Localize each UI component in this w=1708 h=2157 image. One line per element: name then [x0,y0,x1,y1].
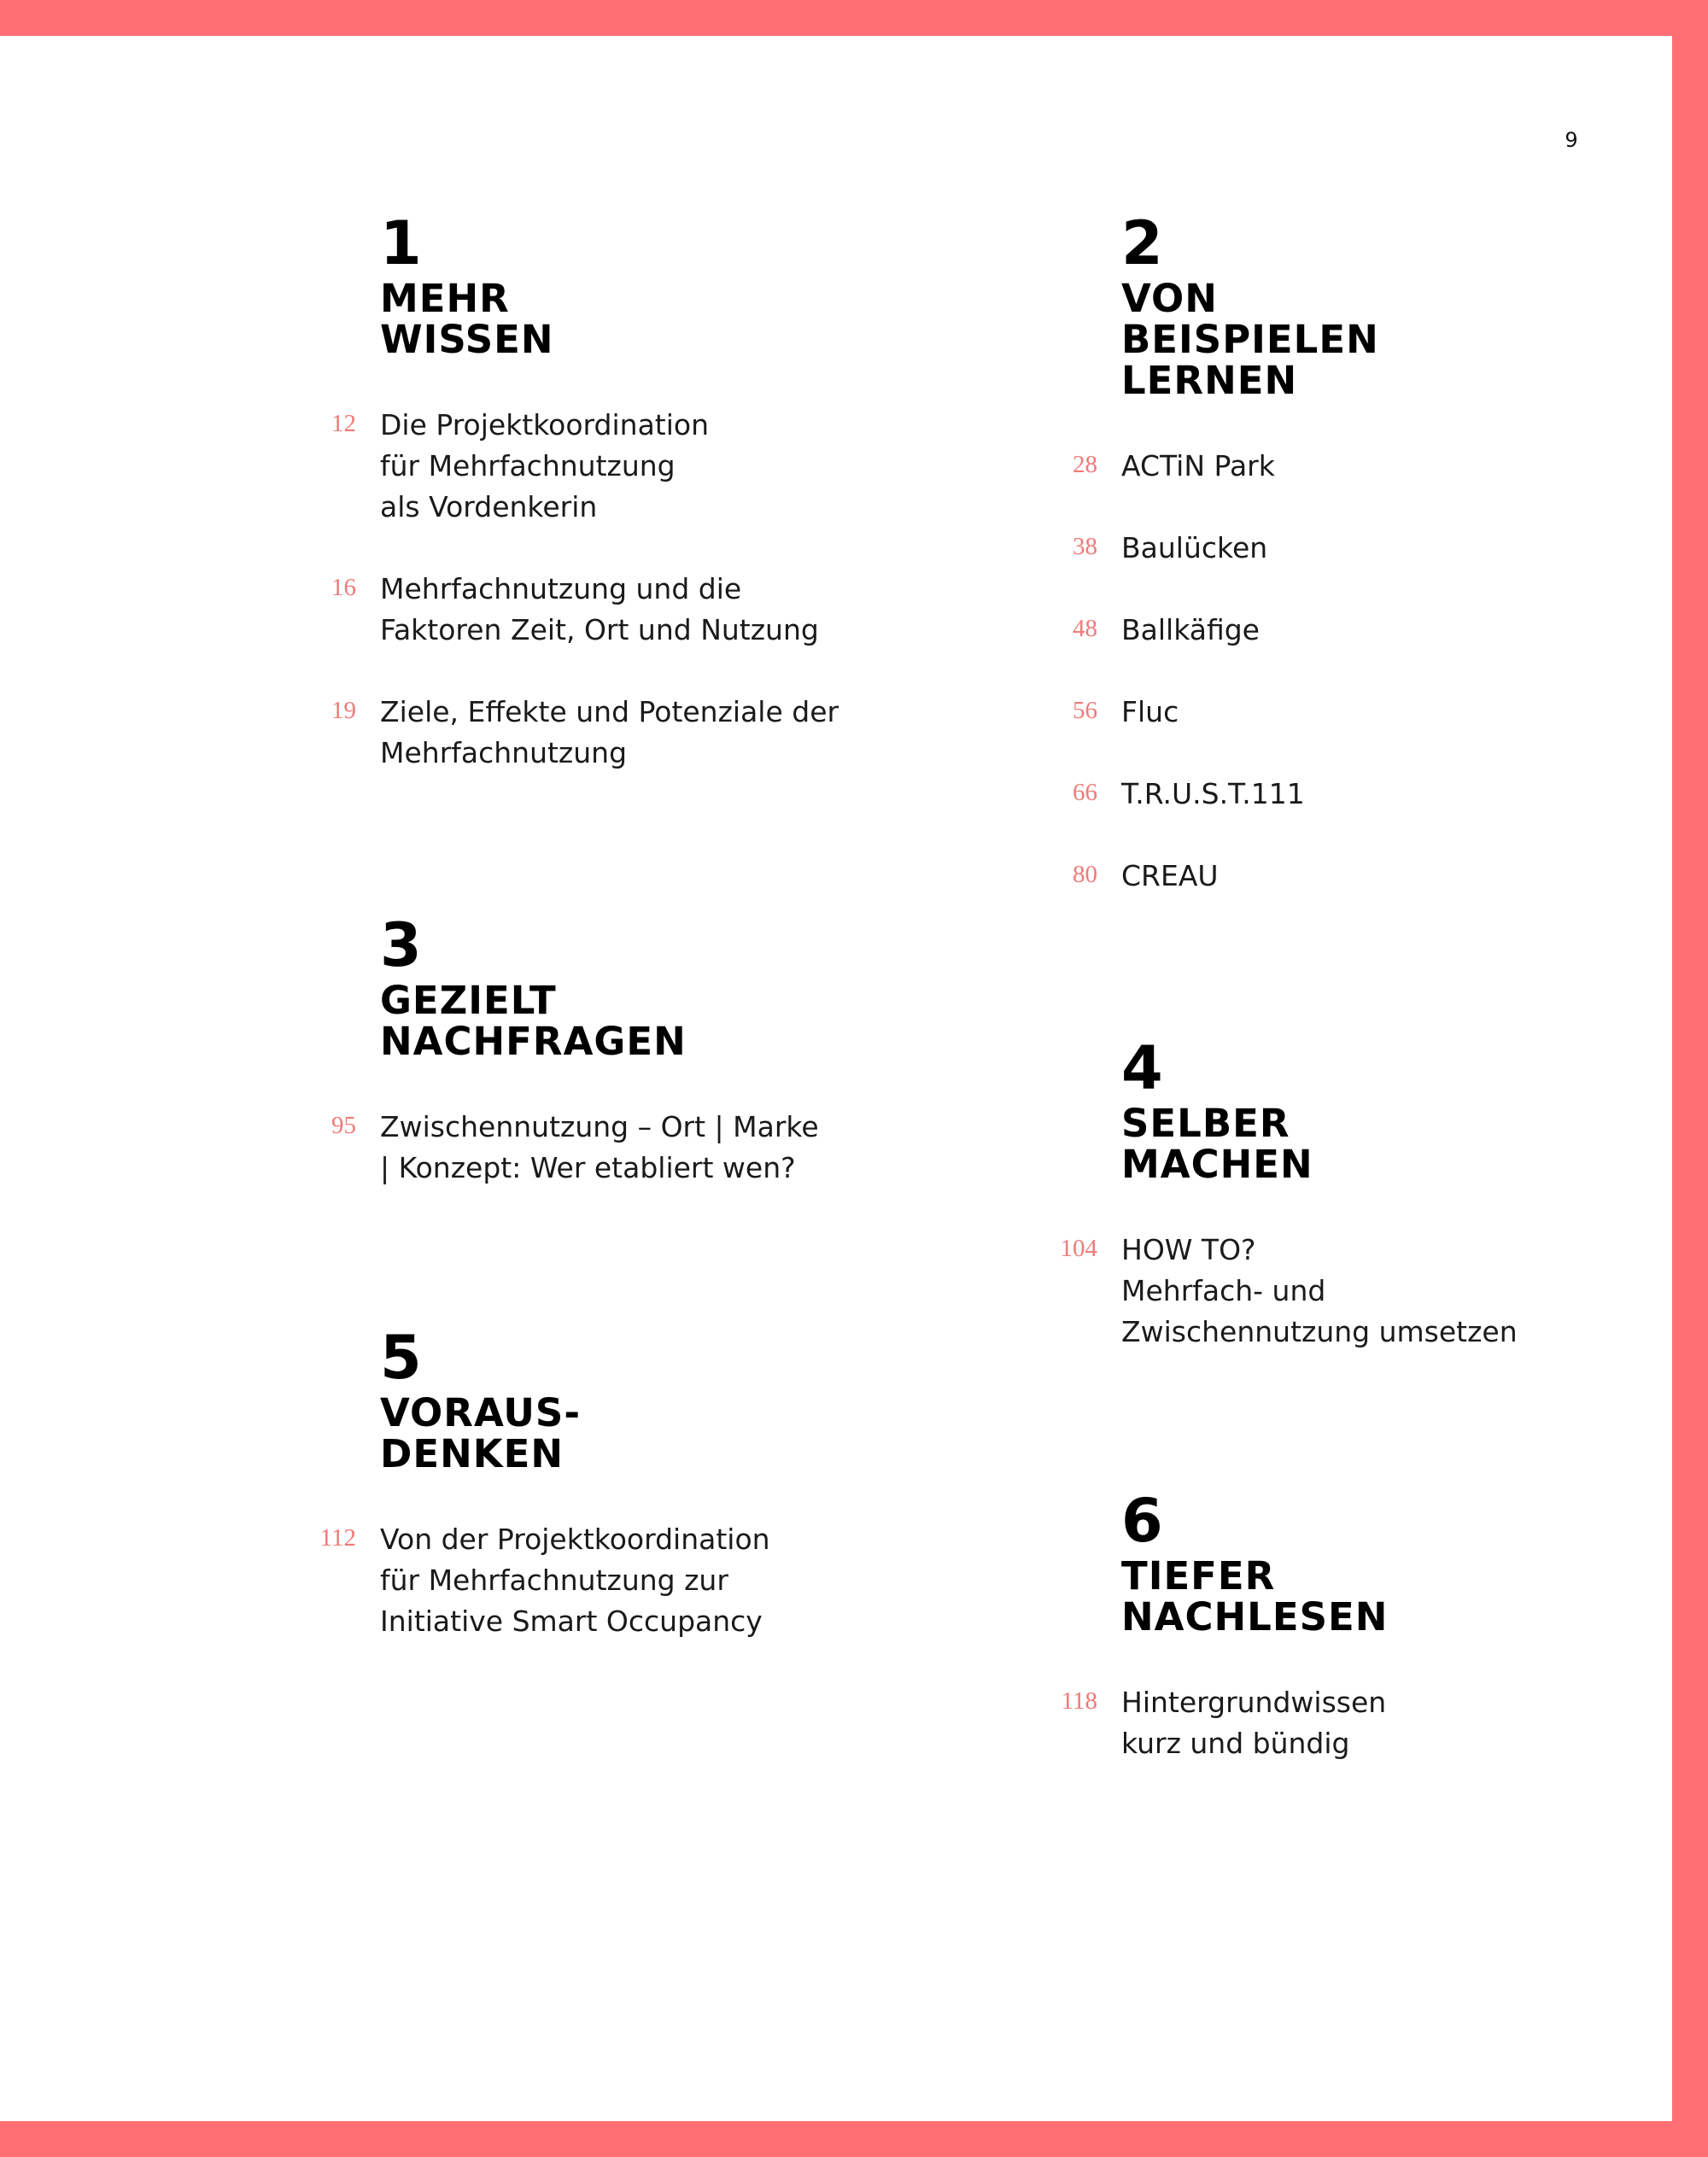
toc-entry-line: Die Projektkoordination [380,408,710,441]
toc-entry-line: Initiative Smart Occupancy [380,1605,763,1638]
toc-entry-list [331,1107,927,1189]
toc-entry[interactable] [331,1107,927,1189]
toc-entry-text [380,1519,927,1642]
toc-page-number: 80 [1073,861,1097,888]
toc-entry-line: | Konzept: Wer etabliert wen? [380,1151,796,1184]
chapter-title [380,1390,927,1476]
chapter-6 [1061,1486,1668,1805]
page-number: 9 [1565,128,1578,152]
chapter-number: 3 [380,910,422,980]
chapter-title [380,278,927,360]
toc-entry[interactable] [1073,528,1668,569]
chapter-title-line: VORAUS- [380,1390,582,1435]
toc-entry-text [1121,692,1668,733]
toc-entry-line: Baulücken [1121,531,1268,564]
toc-entry[interactable] [331,405,927,528]
toc-entry-text [380,1107,927,1189]
chapter-title [380,980,927,1062]
toc-page-number: 118 [1061,1687,1097,1715]
toc-page-number: 38 [1073,533,1097,560]
toc-entry-list [1061,1682,1668,1764]
chapter-3 [331,910,927,1230]
toc-entry-line: für Mehrfachnutzung [380,449,676,482]
toc-page-number: 16 [331,574,356,601]
toc-page-number: 112 [319,1524,356,1552]
toc-entry[interactable] [1073,610,1668,651]
toc-entry-text [1121,528,1668,569]
toc-entry-list [319,1519,927,1642]
toc-entry-line: HOW TO? [1121,1233,1256,1266]
chapter-1 [331,208,927,815]
toc-entry[interactable] [331,569,927,651]
toc-entry-line: T.R.U.S.T.111 [1121,777,1305,810]
toc-entry-line: Mehrfachnutzung [380,736,628,769]
toc-entry-text [380,569,927,651]
toc-entry[interactable] [1061,1682,1668,1764]
chapter-number: 2 [1121,208,1163,278]
chapter-title-line: WISSEN [380,317,554,362]
chapter-title-line: GEZIELT [380,978,557,1023]
toc-page-number: 12 [331,410,356,437]
toc-entry-list [331,405,927,774]
frame-border-right [1672,0,1708,2157]
toc-entry-text [1121,610,1668,651]
toc-entry[interactable] [1073,692,1668,733]
toc-entry-list [1073,446,1668,897]
chapter-number: 4 [1121,1033,1163,1103]
toc-page-number: 28 [1073,451,1097,478]
chapter-title-line: TIEFER [1121,1553,1276,1599]
toc-entry-line: Zwischennutzung – Ort | Marke [380,1110,819,1143]
chapter-number: 6 [1121,1486,1163,1556]
chapter-title-line: NACHLESEN [1121,1594,1389,1640]
toc-entry-text [380,692,927,774]
chapter-number: 5 [380,1323,422,1393]
toc-entry-line: Hintergrundwissen [1121,1686,1387,1719]
toc-entry-line: Fluc [1121,695,1179,728]
toc-entry-text [380,405,927,528]
toc-entry-line: CREAU [1121,859,1219,892]
chapter-title-line: SELBER [1121,1101,1290,1146]
toc-entry[interactable] [319,1519,927,1642]
chapter-2 [1073,208,1668,938]
frame-border-top [0,0,1708,36]
toc-entry-list [1060,1230,1668,1353]
toc-entry-text [1121,1682,1668,1764]
chapter-4 [1060,1033,1668,1394]
toc-entry-text [1121,856,1668,897]
toc-entry-line: Mehrfachnutzung und die [380,572,742,605]
toc-entry[interactable] [1060,1230,1668,1353]
chapter-title-line: MEHR [380,276,510,321]
toc-entry-line: Mehrfach- und [1121,1274,1326,1307]
toc-entry-text [1121,446,1668,487]
toc-entry-line: kurz und bündig [1121,1727,1350,1760]
toc-entry[interactable] [1073,856,1668,897]
chapter-title [1121,1103,1668,1185]
toc-entry-line: Ziele, Effekte und Potenziale der [380,695,839,728]
chapter-number: 1 [380,208,422,278]
chapter-title-line: VON [1121,276,1218,321]
toc-entry[interactable] [1073,446,1668,487]
chapter-title [1121,1553,1668,1640]
toc-entry-line: für Mehrfachnutzung zur [380,1564,728,1597]
toc-page-number: 104 [1060,1235,1097,1262]
toc-entry-line: Von der Projektkoordination [380,1523,770,1556]
toc-entry-line: Ballkäfige [1121,613,1260,646]
toc-entry-line: Zwischennutzung umsetzen [1121,1315,1518,1348]
toc-entry-line: als Vordenkerin [380,490,598,523]
chapter-title [1121,278,1668,401]
chapter-title-line: NACHFRAGEN [380,1019,687,1064]
toc-entry-text [1121,1230,1668,1353]
chapter-title-line: BEISPIELEN [1121,317,1379,362]
toc-entry[interactable] [331,692,927,774]
toc-entry[interactable] [1073,774,1668,815]
toc-entry-text [1121,774,1668,815]
toc-page-number: 66 [1073,779,1097,806]
toc-entry-line: ACTiN Park [1121,449,1275,482]
chapter-title-line: DENKEN [380,1431,564,1476]
frame-border-bottom [0,2121,1708,2157]
toc-entry-line: Faktoren Zeit, Ort und Nutzung [380,613,819,646]
chapter-title-line: LERNEN [1121,358,1298,403]
toc-page-number: 48 [1073,615,1097,642]
toc-page-number: 19 [331,697,356,724]
toc-page-number: 56 [1073,697,1097,724]
chapter-5 [319,1323,927,1683]
chapter-title-line: MACHEN [1121,1142,1313,1187]
toc-page-number: 95 [331,1112,356,1139]
